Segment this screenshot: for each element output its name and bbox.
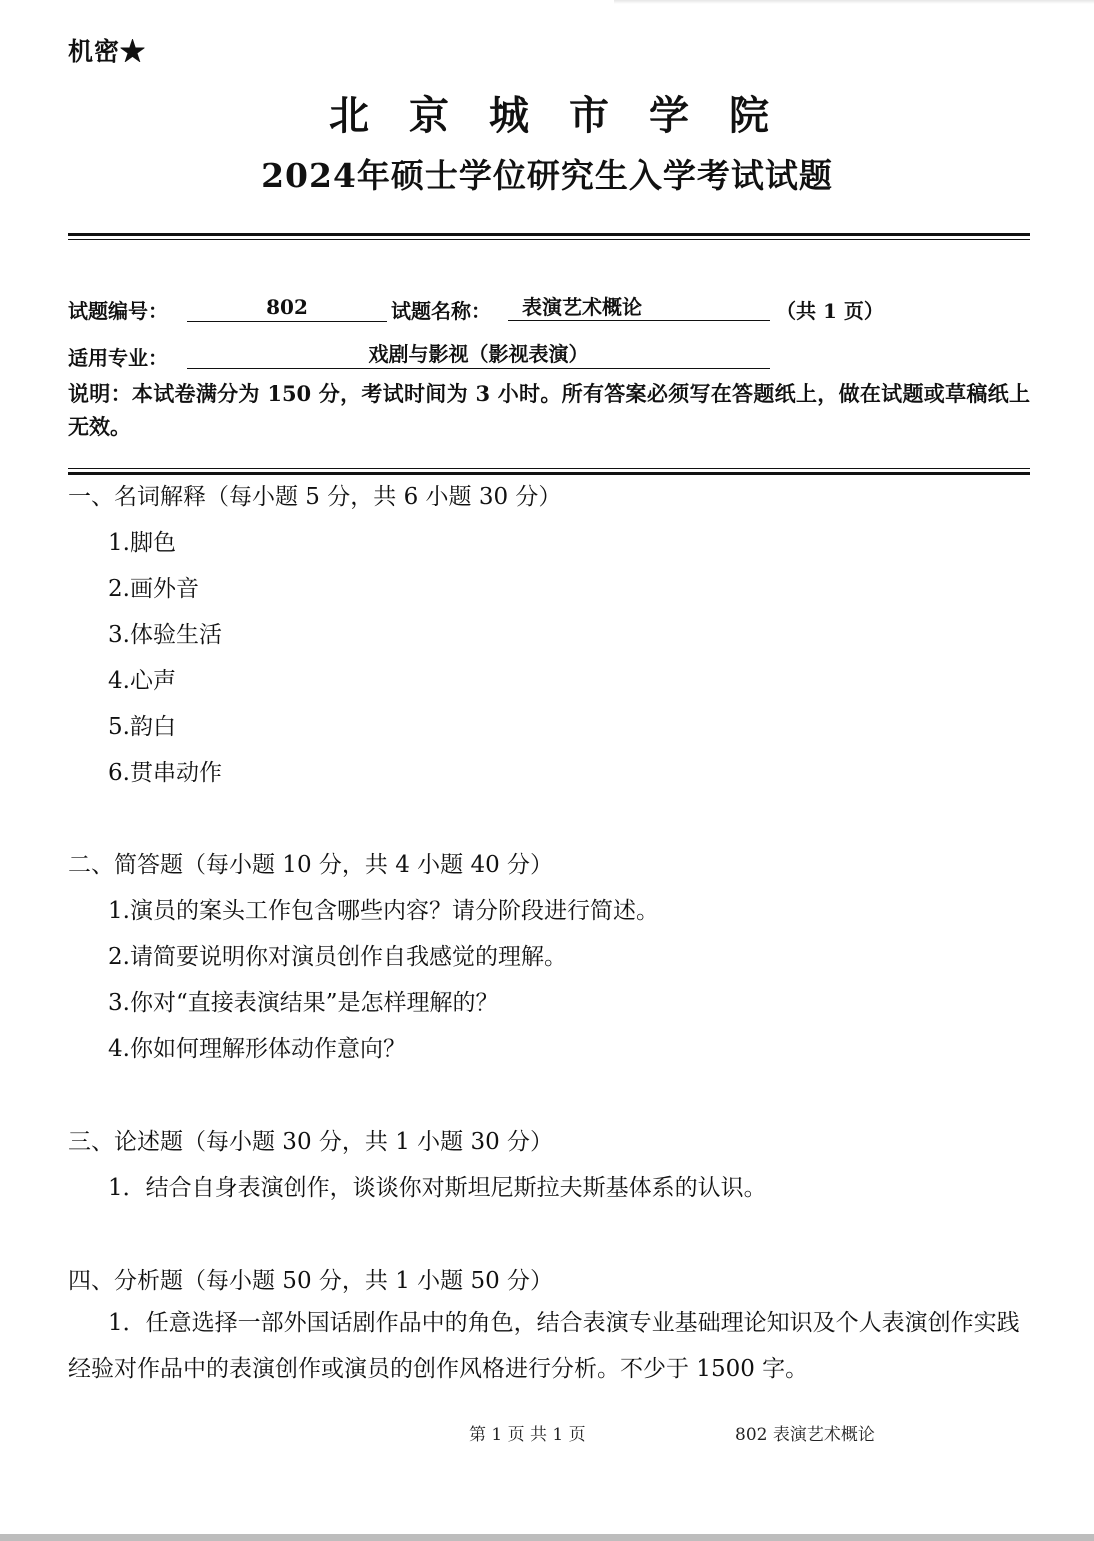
question-item: 1.演员的案头工作包含哪些内容？请分阶段进行简述。 xyxy=(108,898,659,924)
question-item: 2.请简要说明你对演员创作自我感觉的理解。 xyxy=(108,944,567,970)
page-bottom-edge xyxy=(0,1534,1094,1541)
exam-code-value: 802 xyxy=(187,293,387,322)
exam-code-label: 试题编号： xyxy=(68,299,168,323)
exam-instructions: 说明：本试卷满分为 150 分，考试时间为 3 小时。所有答案必须写在答题纸上，做在试题或草稿纸上无效。 xyxy=(68,381,1030,439)
question-item: 5.韵白 xyxy=(108,714,176,740)
question-item: 2.画外音 xyxy=(108,576,199,602)
page-top-shadow xyxy=(614,0,1094,4)
section-heading: 二、简答题（每小题 10 分，共 4 小题 40 分） xyxy=(68,852,554,878)
section-heading: 一、名词解释（每小题 5 分，共 6 小题 30 分） xyxy=(68,484,562,510)
major-value: 戏剧与影视（影视表演） xyxy=(187,340,770,369)
question-item: 4.你如何理解形体动作意向？ xyxy=(108,1036,406,1062)
question-item: 1．结合自身表演创作，谈谈你对斯坦尼斯拉夫斯基体系的认识。 xyxy=(108,1175,767,1201)
exam-title: 2024年硕士学位研究生入学考试试题 xyxy=(261,156,833,195)
exam-name-label: 试题名称： xyxy=(391,299,491,323)
header-rule-thin xyxy=(68,239,1030,240)
section-heading: 三、论述题（每小题 30 分，共 1 小题 30 分） xyxy=(68,1129,554,1155)
school-name: 北京城市学院 xyxy=(329,92,809,139)
question-item: 6.贯串动作 xyxy=(108,760,222,786)
footer-subject: 802 表演艺术概论 xyxy=(735,1425,875,1445)
major-label: 适用专业： xyxy=(68,346,168,370)
question-item: 1．任意选择一部外国话剧作品中的角色，结合表演专业基础理论知识及个人表演创作实践经验对作品中的表演创作或演员的创作风格进行分析。不少于 1500 字。 xyxy=(68,1310,1020,1382)
section-heading: 四、分析题（每小题 50 分，共 1 小题 50 分） xyxy=(68,1268,554,1294)
footer-page-info: 第 1 页 共 1 页 xyxy=(469,1425,586,1445)
question-item: 3.体验生活 xyxy=(108,622,222,648)
page-count: （共 1 页） xyxy=(776,299,884,323)
exam-name-value: 表演艺术概论 xyxy=(508,293,770,321)
body-rule-thin xyxy=(68,468,1030,469)
header-rule-thick xyxy=(68,233,1030,236)
question-item: 4.心声 xyxy=(108,668,176,694)
question-item: 1.脚色 xyxy=(108,530,176,556)
question-item: 3.你对“直接表演结果”是怎样理解的？ xyxy=(108,990,499,1016)
body-rule-thick xyxy=(68,472,1030,475)
confidential-label: 机密★ xyxy=(68,37,147,66)
